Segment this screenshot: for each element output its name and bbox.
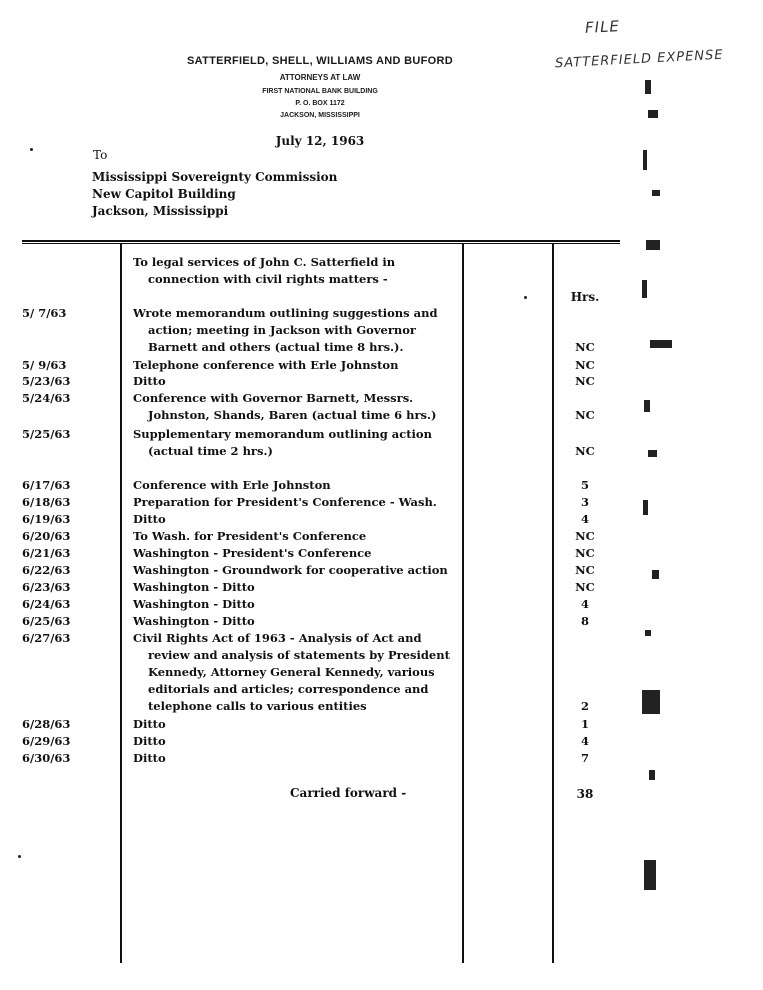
entry-description: Conference with Governor Barnett, Messrs. <box>133 391 414 405</box>
column-divider-middle <box>462 243 464 963</box>
letterhead-line: P. O. BOX 1172 <box>295 100 345 107</box>
table-top-rule <box>22 240 620 242</box>
entry-hours: NC <box>575 580 595 594</box>
letterhead-line: FIRST NATIONAL BANK BUILDING <box>262 88 378 95</box>
entry-description: Johnston, Shands, Baren (actual time 6 hrs.) <box>148 408 437 422</box>
letterhead-line: JACKSON, MISSISSIPPI <box>280 112 360 119</box>
hours-header: Hrs. <box>570 290 600 304</box>
entry-date: 6/29/63 <box>22 734 71 748</box>
scan-speck <box>30 148 33 151</box>
services-intro: To legal services of John C. Satterfield in <box>133 255 396 269</box>
entry-hours: 4 <box>580 734 589 748</box>
entry-description: Washington - Ditto <box>133 597 255 611</box>
services-intro: connection with civil rights matters - <box>148 272 388 286</box>
entry-description: action; meeting in Jackson with Governor <box>148 323 416 337</box>
entry-hours: NC <box>575 444 595 458</box>
entry-description: (actual time 2 hrs.) <box>148 444 273 458</box>
entry-description: Washington - Ditto <box>133 614 255 628</box>
entry-hours: 7 <box>580 751 589 765</box>
entry-description: Wrote memorandum outlining suggestions and <box>133 306 438 320</box>
entry-description: Conference with Erle Johnston <box>133 478 331 492</box>
entry-date: 5/ 7/63 <box>22 306 67 320</box>
entry-hours: NC <box>575 374 595 388</box>
handwritten-expense-note: SATTERFIELD EXPENSE <box>554 47 724 72</box>
entry-date: 6/20/63 <box>22 529 71 543</box>
entry-hours: 3 <box>580 495 589 509</box>
column-divider-right <box>552 243 554 963</box>
entry-date: 5/ 9/63 <box>22 358 67 372</box>
entry-date: 6/28/63 <box>22 717 71 731</box>
entry-date: 6/30/63 <box>22 751 71 765</box>
entry-hours: 1 <box>580 717 589 731</box>
entry-hours: NC <box>575 529 595 543</box>
to-label: To <box>93 148 108 162</box>
entry-description: Ditto <box>133 374 166 388</box>
entry-hours: 2 <box>580 699 589 713</box>
firm-name: SATTERFIELD, SHELL, WILLIAMS AND BUFORD <box>187 55 453 67</box>
entry-description: Civil Rights Act of 1963 - Analysis of Act and <box>133 631 422 645</box>
entry-description: Preparation for President's Conference - Wash. <box>133 495 437 509</box>
entry-description: Kennedy, Attorney General Kennedy, various <box>148 665 435 679</box>
entry-description: Ditto <box>133 717 166 731</box>
entry-hours: 4 <box>580 512 589 526</box>
entry-date: 6/19/63 <box>22 512 71 526</box>
carried-forward-total: 38 <box>576 787 594 801</box>
handwritten-file-note: FILE <box>584 17 621 37</box>
entry-date: 6/23/63 <box>22 580 71 594</box>
invoice-date: July 12, 1963 <box>275 134 365 148</box>
entry-hours: 8 <box>580 614 589 628</box>
entry-date: 5/24/63 <box>22 391 71 405</box>
entry-hours: NC <box>575 546 595 560</box>
entry-description: review and analysis of statements by President <box>148 648 450 662</box>
recipient-line: Mississippi Sovereignty Commission <box>92 170 338 184</box>
letterhead-line: ATTORNEYS AT LAW <box>279 73 361 82</box>
entry-description: Telephone conference with Erle Johnston <box>133 358 399 372</box>
entry-description: Washington - Ditto <box>133 580 255 594</box>
entry-date: 6/27/63 <box>22 631 71 645</box>
entry-date: 5/25/63 <box>22 427 71 441</box>
entry-hours: 5 <box>580 478 589 492</box>
entry-date: 6/17/63 <box>22 478 71 492</box>
entry-description: Supplementary memorandum outlining action <box>133 427 432 441</box>
entry-hours: NC <box>575 358 595 372</box>
entry-hours: 4 <box>580 597 589 611</box>
entry-description: Washington - Groundwork for cooperative action <box>133 563 448 577</box>
entry-description: Ditto <box>133 512 166 526</box>
recipient-line: New Capitol Building <box>92 187 236 201</box>
entry-description: Barnett and others (actual time 8 hrs.). <box>148 340 404 354</box>
entry-date: 5/23/63 <box>22 374 71 388</box>
table-top-rule-inner <box>22 243 620 244</box>
entry-hours: NC <box>575 408 595 422</box>
recipient-line: Jackson, Mississippi <box>92 204 229 218</box>
entry-description: Ditto <box>133 751 166 765</box>
entry-description: To Wash. for President's Conference <box>133 529 367 543</box>
entry-date: 6/22/63 <box>22 563 71 577</box>
scan-edge-noise <box>640 70 695 920</box>
entry-hours: NC <box>575 563 595 577</box>
entry-description: Washington - President's Conference <box>133 546 372 560</box>
scan-speck <box>18 855 21 858</box>
entry-date: 6/24/63 <box>22 597 71 611</box>
entry-hours: NC <box>575 340 595 354</box>
entry-description: Ditto <box>133 734 166 748</box>
entry-date: 6/21/63 <box>22 546 71 560</box>
entry-description: telephone calls to various entities <box>148 699 367 713</box>
entry-date: 6/25/63 <box>22 614 71 628</box>
column-divider-left <box>120 243 122 963</box>
entry-description: editorials and articles; correspondence and <box>148 682 429 696</box>
entry-date: 6/18/63 <box>22 495 71 509</box>
scan-speck <box>524 296 527 299</box>
carried-forward-label: Carried forward - <box>290 786 407 800</box>
